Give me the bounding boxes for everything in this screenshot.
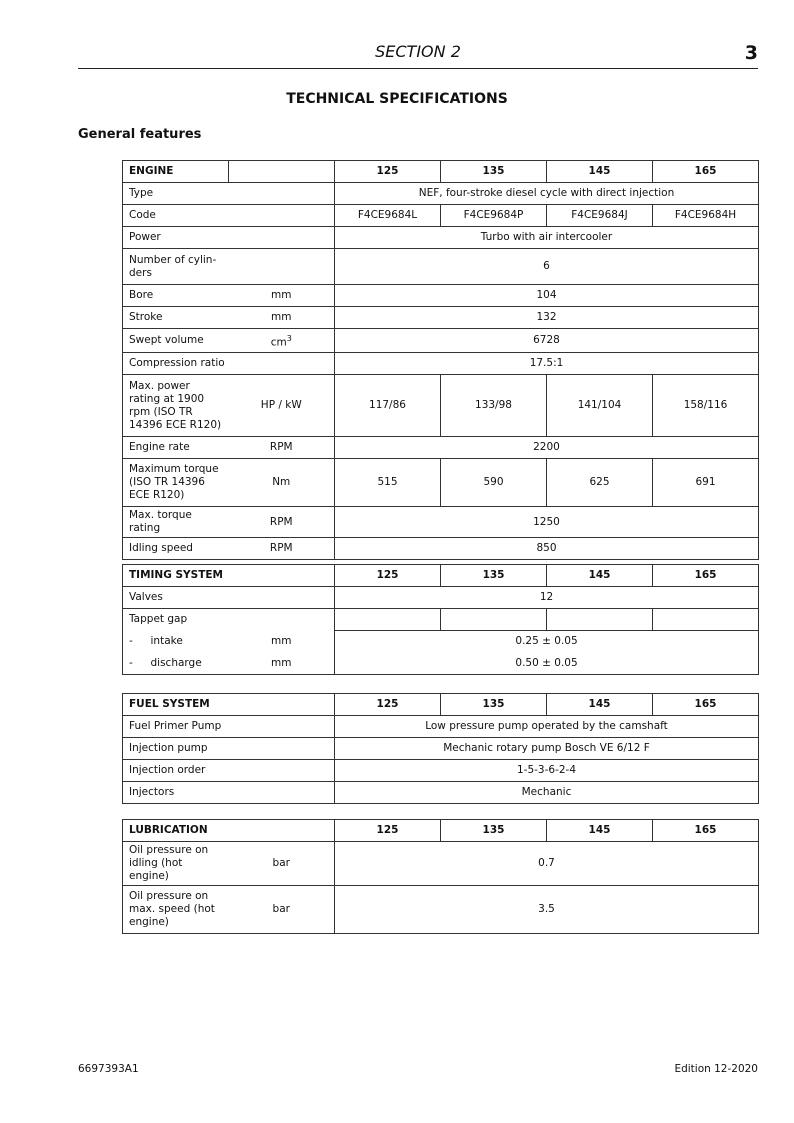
row-value: 117/86 xyxy=(335,375,441,437)
row-value: Low pressure pump operated by the camshaft xyxy=(335,716,759,738)
table-row xyxy=(123,538,759,560)
table-row xyxy=(123,437,759,459)
model-header: 165 xyxy=(653,820,759,842)
row-unit xyxy=(229,329,335,353)
lubrication-table xyxy=(122,819,759,934)
table-row xyxy=(123,375,759,437)
table-row xyxy=(123,205,759,227)
table-row xyxy=(123,227,759,249)
table-row xyxy=(123,587,759,609)
row-label: intake xyxy=(150,635,183,647)
table-header-row xyxy=(123,565,759,587)
table-row xyxy=(123,307,759,329)
table-row xyxy=(123,285,759,307)
row-value: F4CE9684P xyxy=(441,205,547,227)
page-header xyxy=(78,40,758,69)
table-row xyxy=(123,760,759,782)
row-value: 6 xyxy=(335,249,759,285)
row-value: 133/98 xyxy=(441,375,547,437)
empty-cell xyxy=(229,161,335,183)
empty-cell xyxy=(335,609,441,631)
fuel-system-table xyxy=(122,693,759,804)
model-header: 125 xyxy=(335,565,441,587)
model-header: 125 xyxy=(335,161,441,183)
table-header-row xyxy=(123,161,759,183)
table-row xyxy=(123,886,759,934)
row-unit: mm xyxy=(229,307,335,329)
model-header: 125 xyxy=(335,694,441,716)
table-row xyxy=(123,507,759,538)
row-label: Stroke xyxy=(123,307,229,329)
row-value: Turbo with air intercooler xyxy=(335,227,759,249)
row-value: 0.7 xyxy=(335,842,759,886)
table-heading: LUBRICATION xyxy=(123,820,335,842)
row-value: 691 xyxy=(653,459,759,507)
row-label: Tappet gap xyxy=(123,609,335,631)
row-label: discharge xyxy=(145,653,229,675)
row-label: Idling speed xyxy=(123,538,229,560)
table-row xyxy=(123,631,759,653)
row-label: Max. torque rating xyxy=(123,507,229,538)
row-label: Code xyxy=(123,205,335,227)
row-label: Bore xyxy=(123,285,229,307)
row-label: Max. power rating at 1900 rpm (ISO TR 14396 ECE R120) xyxy=(123,375,229,437)
row-value: 12 xyxy=(335,587,759,609)
table-row xyxy=(123,653,759,675)
row-label: Injection order xyxy=(123,760,335,782)
table-row xyxy=(123,716,759,738)
model-header: 125 xyxy=(335,820,441,842)
model-header: 135 xyxy=(441,565,547,587)
row-label: Compression ratio xyxy=(123,353,335,375)
row-label: Type xyxy=(123,183,335,205)
table-row xyxy=(123,183,759,205)
row-value: F4CE9684L xyxy=(335,205,441,227)
row-label xyxy=(123,249,335,285)
table-row xyxy=(123,738,759,760)
row-unit: RPM xyxy=(229,507,335,538)
model-header: 145 xyxy=(547,565,653,587)
model-header: 165 xyxy=(653,161,759,183)
row-label: Power xyxy=(123,227,335,249)
row-value: 3.5 xyxy=(335,886,759,934)
row-unit: bar xyxy=(229,886,335,934)
row-value: 141/104 xyxy=(547,375,653,437)
dash-cell: - xyxy=(123,653,145,675)
table-row xyxy=(123,842,759,886)
page-number: 3 xyxy=(744,42,758,64)
row-value: 625 xyxy=(547,459,653,507)
model-header: 135 xyxy=(441,820,547,842)
row-value: 0.25 ± 0.05 xyxy=(335,631,759,653)
section-label: SECTION 2 xyxy=(375,42,461,61)
table-row xyxy=(123,609,759,631)
table-row xyxy=(123,353,759,375)
row-value: NEF, four-stroke diesel cycle with direct injection xyxy=(335,183,759,205)
row-unit: RPM xyxy=(229,538,335,560)
row-unit: RPM xyxy=(229,437,335,459)
table-row xyxy=(123,329,759,353)
row-value: Mechanic xyxy=(335,782,759,804)
unit-superscript: 3 xyxy=(286,333,292,343)
row-unit: bar xyxy=(229,842,335,886)
row-label: Oil pressure on max. speed (hot engine) xyxy=(123,886,229,934)
row-value: 590 xyxy=(441,459,547,507)
row-value: F4CE9684H xyxy=(653,205,759,227)
row-value: F4CE9684J xyxy=(547,205,653,227)
row-value: 0.50 ± 0.05 xyxy=(335,653,759,675)
model-header: 145 xyxy=(547,161,653,183)
row-value: 132 xyxy=(335,307,759,329)
row-value: Mechanic rotary pump Bosch VE 6/12 F xyxy=(335,738,759,760)
model-header: 135 xyxy=(441,694,547,716)
row-label: Injection pump xyxy=(123,738,335,760)
row-label: Swept volume xyxy=(123,329,229,353)
table-header-row xyxy=(123,694,759,716)
empty-cell xyxy=(653,609,759,631)
model-header: 145 xyxy=(547,820,653,842)
model-header: 135 xyxy=(441,161,547,183)
row-value: 104 xyxy=(335,285,759,307)
row-value: 2200 xyxy=(335,437,759,459)
engine-table xyxy=(122,160,759,560)
row-label: Maximum torque (ISO TR 14396 ECE R120) xyxy=(123,459,229,507)
row-label-text: Number of cylin-ders xyxy=(129,253,217,279)
empty-cell xyxy=(441,609,547,631)
table-heading: TIMING SYSTEM xyxy=(123,565,335,587)
empty-cell xyxy=(547,609,653,631)
model-header: 165 xyxy=(653,694,759,716)
timing-table xyxy=(122,564,759,675)
row-label: Oil pressure on idling (hot engine) xyxy=(123,842,229,886)
row-label: Fuel Primer Pump xyxy=(123,716,335,738)
row-unit: Nm xyxy=(229,459,335,507)
unit-text: cm xyxy=(270,336,287,349)
row-unit: HP / kW xyxy=(229,375,335,437)
row-label: Engine rate xyxy=(123,437,229,459)
row-label: Valves xyxy=(123,587,335,609)
row-value: 6728 xyxy=(335,329,759,353)
table-row xyxy=(123,249,759,285)
table-heading: ENGINE xyxy=(123,161,229,183)
row-value: 515 xyxy=(335,459,441,507)
page-title: TECHNICAL SPECIFICATIONS xyxy=(286,91,508,107)
document-number: 6697393A1 xyxy=(78,1063,139,1075)
row-unit: mm xyxy=(229,631,335,653)
table-heading: FUEL SYSTEM xyxy=(123,694,335,716)
row-unit: mm xyxy=(229,653,335,675)
dash-cell: - xyxy=(123,631,145,653)
row-unit: mm xyxy=(229,285,335,307)
model-header: 165 xyxy=(653,565,759,587)
table-header-row xyxy=(123,820,759,842)
row-label: Injectors xyxy=(123,782,335,804)
edition-label: Edition 12-2020 xyxy=(674,1063,758,1075)
table-row xyxy=(123,782,759,804)
row-value: 17.5:1 xyxy=(335,353,759,375)
row-value: 1250 xyxy=(335,507,759,538)
row-value: 1-5-3-6-2-4 xyxy=(335,760,759,782)
row-value: 158/116 xyxy=(653,375,759,437)
row-value: 850 xyxy=(335,538,759,560)
section-subtitle: General features xyxy=(78,127,202,142)
model-header: 145 xyxy=(547,694,653,716)
table-row xyxy=(123,459,759,507)
